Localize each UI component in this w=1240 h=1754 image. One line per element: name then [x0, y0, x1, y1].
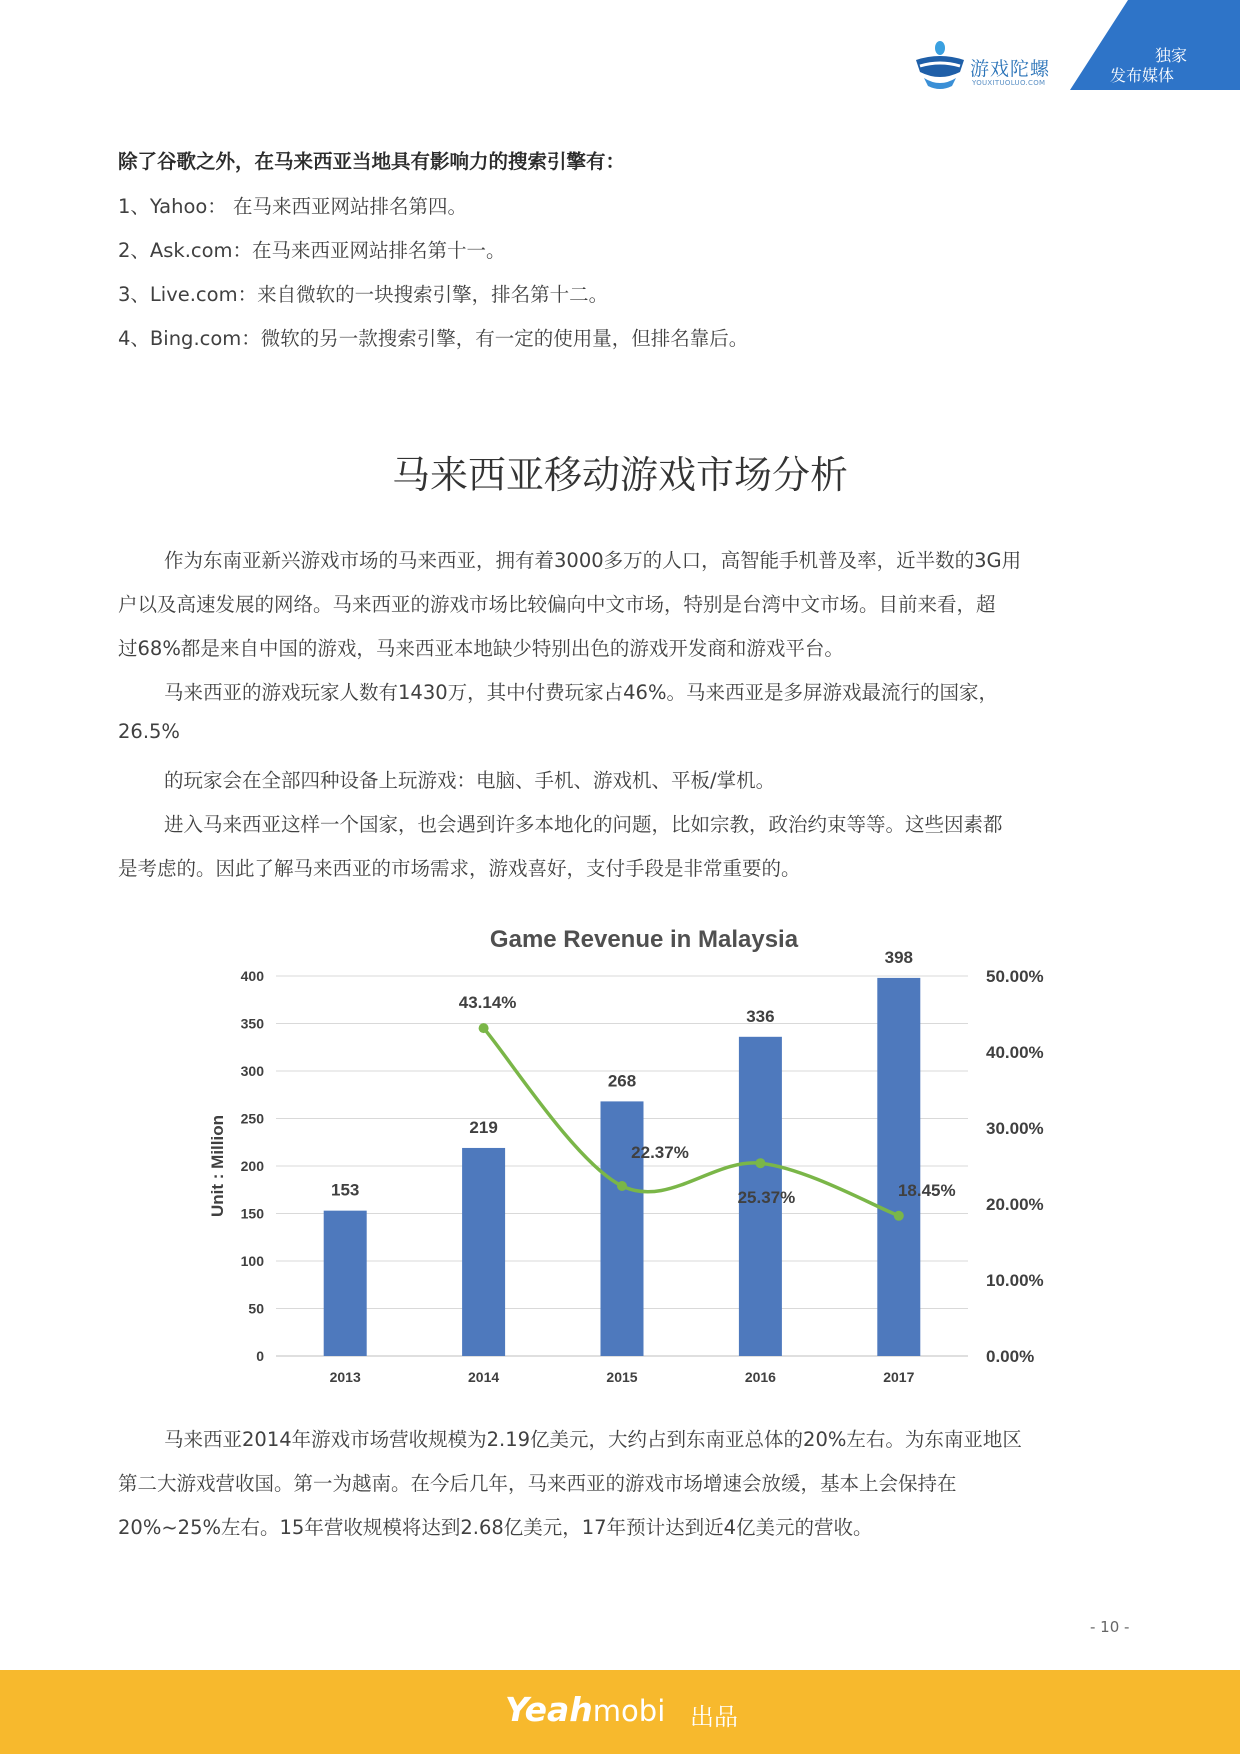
growth-point	[617, 1181, 627, 1191]
spinning-top-icon	[912, 38, 968, 94]
corner-label-publisher: 发布媒体	[1110, 66, 1175, 85]
bar-data-label: 398	[884, 947, 913, 967]
growth-point	[755, 1158, 765, 1168]
yeahmobi-logo	[505, 1690, 665, 1736]
y2-tick-label: 10.00%	[986, 1271, 1044, 1290]
page-number: - 10 -	[1090, 1618, 1130, 1636]
list-item: 4、Bing.com：微软的另一款搜索引擎，有一定的使用量，但排名靠后。	[118, 327, 749, 350]
search-heading: 除了谷歌之外，在马来西亚当地具有影响力的搜索引擎有：	[118, 150, 626, 173]
y-tick-label: 400	[240, 968, 264, 984]
x-tick-label: 2016	[744, 1369, 776, 1385]
paragraph-line: 第二大游戏营收国。第一为越南。在今后几年，马来西亚的游戏市场增速会放缓，基本上会保持在	[118, 1472, 957, 1495]
growth-data-label: 18.45%	[897, 1180, 956, 1200]
x-tick-label: 2017	[883, 1369, 915, 1385]
y-tick-label: 350	[240, 1015, 264, 1032]
y-tick-label: 200	[240, 1158, 264, 1174]
growth-data-label: 22.37%	[631, 1142, 689, 1162]
section-title: 马来西亚移动游戏市场分析	[391, 453, 848, 497]
logo-subtitle: YOUXITUOLUO.COM	[972, 79, 1046, 87]
produced-by-label: 出品	[690, 1703, 738, 1731]
list-item: 3、Live.com：来自微软的一块搜索引擎，排名第十二。	[118, 283, 609, 306]
paragraph-line: 的玩家会在全部四种设备上玩游戏：电脑、手机、游戏机、平板/掌机。	[164, 769, 776, 792]
list-item: 1、Yahoo： 在马来西亚网站排名第四。	[118, 195, 468, 218]
list-item: 2、Ask.com：在马来西亚网站排名第十一。	[118, 239, 506, 262]
paragraph-line: 进入马来西亚这样一个国家，也会遇到许多本地化的问题，比如宗教，政治约束等等。这些因素都	[164, 813, 1003, 836]
x-tick-label: 2014	[468, 1369, 500, 1385]
growth-data-label: 43.14%	[458, 993, 517, 1013]
game-revenue-chart	[200, 920, 1080, 1390]
paragraph-line: 是考虑的。因此了解马来西亚的市场需求，游戏喜好，支付手段是非常重要的。	[118, 857, 801, 880]
x-tick-label: 2013	[329, 1369, 361, 1385]
brand-mobi: mobi	[592, 1694, 666, 1728]
y2-tick-label: 40.00%	[986, 1043, 1044, 1062]
growth-line	[484, 1028, 899, 1216]
paragraph-line: 户以及高速发展的网络。马来西亚的游戏市场比较偏向中文市场，特别是台湾中文市场。目前来看，超	[118, 593, 996, 616]
x-tick-label: 2015	[606, 1369, 638, 1385]
y-tick-label: 300	[240, 1063, 264, 1079]
bar	[601, 1101, 644, 1356]
chart-title: Game Revenue in Malaysia	[489, 926, 799, 953]
growth-point	[894, 1211, 904, 1221]
paragraph-line: 马来西亚的游戏玩家人数有1430万，其中付费玩家占46%。马来西亚是多屏游戏最流行的国家，	[164, 681, 998, 704]
paragraph-line: 20%~25%左右。15年营收规模将达到2.68亿美元，17年预计达到近4亿美元的营收。	[118, 1516, 873, 1539]
growth-data-label: 25.37%	[737, 1188, 796, 1208]
growth-point	[479, 1023, 489, 1033]
y-tick-label: 250	[240, 1110, 264, 1127]
paragraph-line: 过68%都是来自中国的游戏，马来西亚本地缺少特别出色的游戏开发商和游戏平台。	[118, 637, 844, 660]
paragraph-line: 作为东南亚新兴游戏市场的马来西亚，拥有着3000多万的人口，高智能手机普及率，近半数的3G用	[164, 549, 1022, 572]
y-tick-label: 50	[248, 1300, 264, 1317]
bar-data-label: 219	[469, 1117, 498, 1137]
bar	[324, 1211, 367, 1356]
bar	[462, 1148, 505, 1356]
bar	[877, 978, 920, 1356]
y2-tick-label: 20.00%	[986, 1195, 1044, 1214]
youxituoluo-logo	[912, 38, 1072, 98]
y-tick-label: 150	[240, 1205, 264, 1222]
y2-tick-label: 30.00%	[986, 1119, 1044, 1138]
bar-data-label: 336	[746, 1006, 775, 1026]
corner-label-exclusive: 独家	[1155, 46, 1188, 65]
brand-yeah: Yeah	[505, 1690, 593, 1729]
y-tick-label: 0	[256, 1348, 264, 1364]
paragraph-line: 马来西亚2014年游戏市场营收规模为2.19亿美元，大约占到东南亚总体的20%左右。为东南亚地区	[164, 1428, 1022, 1451]
logo-name: 游戏陀螺	[970, 58, 1051, 80]
bar-data-label: 153	[331, 1180, 360, 1200]
paragraph-line: 26.5%	[118, 720, 180, 743]
y-tick-label: 100	[240, 1253, 264, 1269]
y-axis-label: Unit : Million	[208, 1115, 227, 1217]
y2-tick-label: 0.00%	[986, 1347, 1035, 1366]
y2-tick-label: 50.00%	[986, 967, 1044, 986]
bar-data-label: 268	[607, 1071, 637, 1091]
